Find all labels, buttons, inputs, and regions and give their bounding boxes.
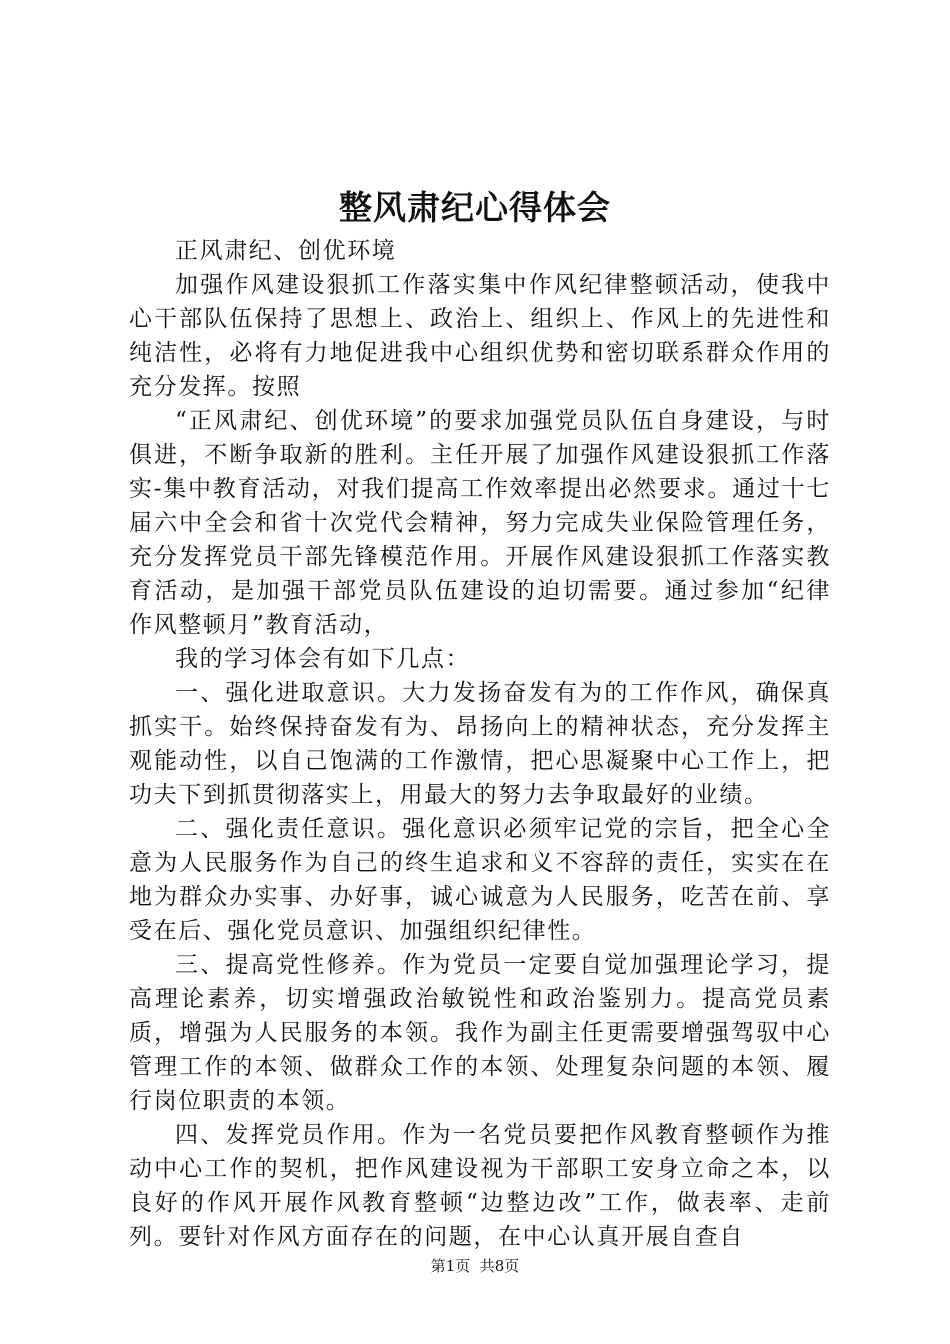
page-footer — [0, 1256, 950, 1276]
document-body — [129, 234, 831, 1254]
page-number-total: 共8页 — [479, 1257, 520, 1275]
paragraph: 我的学习体会有如下几点： — [175, 646, 471, 672]
paragraph: 四、发挥党员作用。作为一名党员要把作风教育整顿作为推动中心工作的契机，把作风建设视为干部职工安身立命之本，以良好的作风开展作风教育整顿“边整边改”工作，做表率、走前列。要针对作风方面存在的问题，在中心认真开展自查自 — [129, 1122, 831, 1250]
paragraph: 三、提高党性修养。作为党员一定要自觉加强理论学习，提高理论素养，切实增强政治敏锐性和政治鉴别力。提高党员素质，增强为人民服务的本领。我作为副主任更需要增强驾驭中心管理工作的本领、做群众工作的本领、处理复杂问题的本领、履行岗位职责的本领。 — [129, 952, 831, 1114]
paragraph: “正风肃纪、创优环境”的要求加强党员队伍自身建设，与时俱进，不断争取新的胜利。主任开展了加强作风建设狠抓工作落实-集中教育活动，对我们提高工作效率提出必然要求。通过十七届六中全会和省十次党代会精神，努力完成失业保险管理任务，充分发挥党员干部先锋模范作用。开展作风建设狠抓工作落实教育活动，是加强干部党员队伍建设的迫切需要。通过参加“纪律作风整顿月”教育活动， — [129, 408, 831, 638]
paragraph: 加强作风建设狠抓工作落实集中作风纪律整顿活动，使我中心干部队伍保持了思想上、政治上、组织上、作风上的先进性和纯洁性，必将有力地促进我中心组织优势和密切联系群众作用的充分发挥。按照 — [129, 272, 831, 400]
paragraph: 一、强化进取意识。大力发扬奋发有为的工作作风，确保真抓实干。始终保持奋发有为、昂扬向上的精神状态，充分发挥主观能动性，以自己饱满的工作激情，把心思凝聚中心工作上，把功夫下到抓贯彻落实上，用最大的努力去争取最好的业绩。 — [129, 680, 831, 808]
paragraph: 二、强化责任意识。强化意识必须牢记党的宗旨，把全心全意为人民服务作为自己的终生追求和义不容辞的责任，实实在在地为群众办实事、办好事，诚心诚意为人民服务，吃苦在前、享受在后、强化党员意识、加强组织纪律性。 — [129, 816, 831, 944]
paragraph-subtitle: 正风肃纪、创优环境 — [175, 238, 397, 264]
page-number-current: 第1页 — [430, 1257, 471, 1275]
footer-separator — [470, 1257, 480, 1275]
document-title: 整风肃纪心得体会 — [339, 188, 611, 227]
